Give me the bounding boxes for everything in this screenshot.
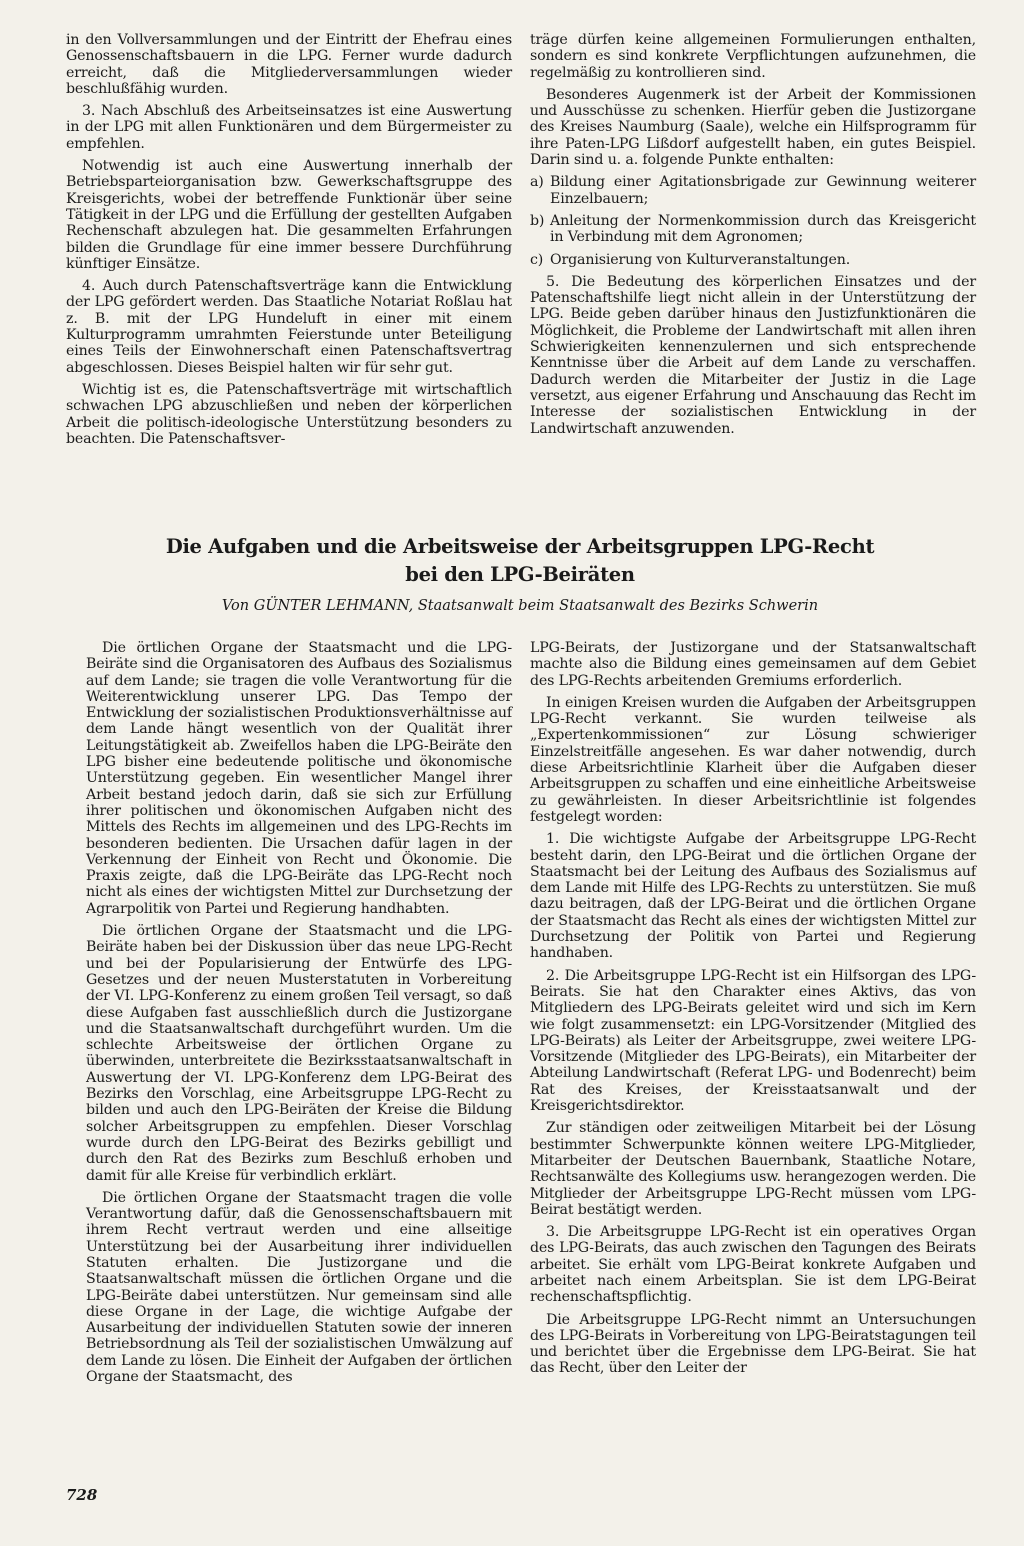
paragraph: LPG-Beirats, der Justizorgane und der Statsanwaltschaft machte also die Bildung eines gemeinsamen auf dem Gebiet des LPG-Rechts arbeitenden Gremiums erforderlich. — [530, 640, 976, 689]
list-item-label: c) — [530, 251, 544, 268]
list-item-text: Anleitung der Normenkommission durch das Kreisgericht in Verbindung mit dem Agronomen; — [550, 212, 976, 246]
paragraph: Notwendig ist auch eine Auswertung innerhalb der Betriebsparteiorganisation bzw. Gewerkschaftsgruppe des Kreisgerichts, wobei der betreffende Funktionär über seine Tätigkeit in der LPG und die Erfüllung der gestellten Aufgaben Rechenschaft abzulegen hat. Die gesammelten Erfahrungen bilden die Grundlage für eine immer bessere Durchführung künftiger Einsätze. — [66, 158, 512, 272]
paragraph: 4. Auch durch Patenschaftsverträge kann die Entwicklung der LPG gefördert werden. Das Staatliche Notariat Roßlau hat z. B. mit der LPG Hundeluft in einer mit einem Kulturprogramm umrahmten Feierstunde unter Beteiligung eines Teils der Einwohnerschaft einen Patenschaftsvertrag abgeschlossen. Dieses Beispiel halten wir für sehr gut. — [66, 278, 512, 376]
list-item-label: a) — [530, 174, 544, 191]
list-item — [530, 213, 976, 246]
paragraph: In einigen Kreisen wurden die Aufgaben der Arbeitsgruppen LPG-Recht verkannt. Sie wurden teilweise als „Expertenkommissionen“ zur Lösung schwieriger Einzelstreitfälle angesehen. Es war daher notwendig, durch diese Arbeitsrichtlinie Klarheit über die Aufgaben dieser Arbeitsgruppen zu schaffen und eine einheitliche Arbeitsweise zu gewährleisten. In dieser Arbeitsrichtlinie ist folgendes festgelegt worden: — [530, 694, 976, 825]
paragraph: 1. Die wichtigste Aufgabe der Arbeitsgruppe LPG-Recht besteht darin, den LPG-Beirat und die örtlichen Organe der Staatsmacht bei der Leitung des Aufbaus des Sozialismus auf dem Lande mit Hilfe des LPG-Rechts zu unterstützen. Sie muß dazu beitragen, daß der LPG-Beirat und die örtlichen Organe der Staatsmacht das Recht als eines der wichtigsten Mittel zur Durchsetzung der Politik von Partei und Regierung handhaben. — [530, 831, 976, 962]
list-item — [530, 252, 976, 268]
bottom-right-column — [530, 640, 976, 1383]
paragraph: Zur ständigen oder zeitweiligen Mitarbeit bei der Lösung bestimmter Schwerpunkte können weitere LPG-Mitglieder, Mitarbeiter der Deutschen Bauernbank, Staatliche Notare, Rechtsanwälte des Kollegiums usw. herangezogen werden. Die Mitglieder der Arbeitsgruppe LPG-Recht müssen vom LPG-Beirat bestätigt werden. — [530, 1120, 976, 1218]
page-number: 728 — [66, 1486, 98, 1504]
list-item-text: Bildung einer Agitationsbrigade zur Gewinnung weiterer Einzelbauern; — [550, 174, 976, 207]
article-byline: Von GÜNTER LEHMANN, Staatsanwalt beim Staatsanwalt des Bezirks Schwerin — [221, 598, 819, 614]
list-item-text: Organisierung von Kulturveranstaltungen. — [550, 251, 851, 268]
paragraph: 3. Die Arbeitsgruppe LPG-Recht ist ein operatives Organ des LPG-Beirats, das auch zwischen den Tagungen des Beirats arbeitet. Sie erhält vom LPG-Beirat konkrete Aufgaben und arbeitet nach einem Arbeitsplan. Sie ist dem LPG-Beirat rechenschaftspflichtig. — [530, 1224, 976, 1306]
paragraph: 5. Die Bedeutung des körperlichen Einsatzes und der Patenschaftshilfe liegt nicht allein in der Unterstützung der LPG. Beide geben darüber hinaus den Justizfunktionären die Möglichkeit, die Probleme der Landwirtschaft mit allen ihren Schwierigkeiten kennenzulernen und sich entsprechende Kenntnisse über die Arbeit auf dem Lande zu verschaffen. Dadurch werden die Mitarbeiter der Justiz in die Lage versetzt, aus eigener Erfahrung und Anschauung das Recht im Interesse der sozialistischen Entwicklung in der Landwirtschaft anzuwenden. — [530, 273, 976, 437]
paragraph: Die örtlichen Organe der Staatsmacht und die LPG-Beiräte haben bei der Diskussion über das neue LPG-Recht und bei der Popularisierung der Entwürfe des LPG-Gesetzes und der neuen Musterstatuten in Vorbereitung der VI. LPG-Konferenz zu einem großen Teil versagt, so daß diese Aufgaben fast ausschließlich durch die Justizorgane und die Staatsanwaltschaft durchgeführt wurden. Um die schlechte Arbeitsweise der örtlichen Organe zu überwinden, unterbreitete die Bezirksstaatsanwaltschaft in Auswertung der VI. LPG-Konferenz dem LPG-Beirat des Bezirks den Vorschlag, eine Arbeitsgruppe LPG-Recht zu bilden und auch den LPG-Beiräten der Kreise die Bildung solcher Arbeitsgruppen zu empfehlen. Dieser Vorschlag wurde durch den LPG-Beirat des Bezirks gebilligt und durch den Rat des Bezirks zum Beschluß erhoben und damit für alle Kreise für verbindlich erklärt. — [86, 923, 512, 1184]
paragraph: Die örtlichen Organe der Staatsmacht und die LPG-Beiräte sind die Organisatoren des Aufbaus des Sozialismus auf dem Lande; sie tragen die volle Verantwortung für die Weiterentwicklung unserer LPG. Das Tempo der Entwicklung der sozialistischen Produktionsverhältnisse auf dem Lande hängt wesentlich von der Qualität ihrer Leitungstätigkeit ab. Zweifellos haben die LPG-Beiräte den LPG bisher eine bedeutende politische und ökonomische Unterstützung gegeben. Ein wesentlicher Mangel ihrer Arbeit bestand jedoch darin, daß sie sich zur Erfüllung ihrer politischen und ökonomischen Aufgaben nicht des Mittels des Rechts im allgemeinen und des LPG-Rechts im besonderen bedienten. Die Ursachen dafür lagen in der Verkennung der Einheit von Recht und Ökonomie. Die Praxis zeigte, daß die LPG-Beiräte das LPG-Recht noch nicht als eines der wichtigsten Mittel zur Durchsetzung der Agrarpolitik von Partei und Regierung handhabten. — [86, 640, 512, 917]
list-item-label: b) — [530, 212, 545, 229]
bottom-left-column — [86, 640, 512, 1391]
paragraph: Die örtlichen Organe der Staatsmacht tragen die volle Verantwortung dafür, daß die Genossenschaftsbauern mit ihrem Recht vertraut werden und eine allseitige Unterstützung bei der Ausarbeitung ihrer individuellen Statuten erhalten. Die Justizorgane und die Staatsanwaltschaft müssen die örtlichen Organe und die LPG-Beiräte dabei unterstützen. Nur gemeinsam sind alle diese Organe in der Lage, die wichtige Aufgabe der Ausarbeitung der individuellen Statuten sowie der inneren Betriebsordnung als Teil der sozialistischen Umwälzung auf dem Lande zu lösen. Die Einheit der Aufgaben der örtlichen Organe der Staatsmacht, des — [86, 1189, 512, 1386]
paragraph: Wichtig ist es, die Patenschaftsverträge mit wirtschaftlich schwachen LPG abzuschließen und neben der körperlichen Arbeit die politisch-ideologische Unterstützung besonders zu beachten. Die Patenschaftsver- — [66, 381, 512, 447]
paragraph: Die Arbeitsgruppe LPG-Recht nimmt an Untersuchungen des LPG-Beirats in Vorbereitung von LPG-Beiratstagungen teil und berichtet über die Ergebnisse dem LPG-Beirat. Sie hat das Recht, über den Leiter der — [530, 1311, 976, 1377]
paragraph: 2. Die Arbeitsgruppe LPG-Recht ist ein Hilfsorgan des LPG-Beirats. Sie hat den Charakter eines Aktivs, das von Mitgliedern des LPG-Beirats geleitet wird und sich im Kern wie folgt zusammensetzt: ein LPG-Vorsitzender (Mitglied des LPG-Beirats) als Leiter der Arbeitsgruppe, zwei weitere LPG-Vorsitzende (Mitglieder des LPG-Beirats), ein Mitarbeiter der Abteilung Landwirtschaft (Referat LPG- und Bodenrecht) beim Rat des Kreises, der Kreisstaatsanwalt und der Kreisgerichtsdirektor. — [530, 967, 976, 1115]
paragraph: in den Vollversammlungen und der Eintritt der Ehefrau eines Genossenschaftsbauern in die LPG. Ferner wurde dadurch erreicht, daß die Mitgliederversammlungen wieder beschlußfähig wurden. — [66, 32, 512, 97]
list-item — [530, 174, 976, 207]
paragraph: 3. Nach Abschluß des Arbeitseinsatzes ist eine Auswertung in der LPG mit allen Funktionären und dem Bürgermeister zu empfehlen. — [66, 103, 512, 152]
top-right-column — [530, 32, 976, 443]
paragraph: Besonderes Augenmerk ist der Arbeit der Kommissionen und Ausschüsse zu schenken. Hierfür geben die Justizorgane des Kreises Naumburg (Saale), welche ein Hilfsprogramm für ihre Paten-LPG Lißdorf aufgestellt haben, ein gutes Beispiel. Darin sind u. a. folgende Punkte enthalten: — [530, 86, 976, 169]
paragraph: träge dürfen keine allgemeinen Formulierungen enthalten, sondern es sind konkrete Verpflichtungen aufzunehmen, die regelmäßig zu kontrollieren sind. — [530, 32, 976, 81]
article-title-line-2: bei den LPG-Beiräten — [405, 563, 635, 586]
top-left-column — [66, 32, 512, 453]
article-title-line-1: Die Aufgaben und die Arbeitsweise der Arbeitsgruppen LPG-Recht — [165, 535, 875, 558]
